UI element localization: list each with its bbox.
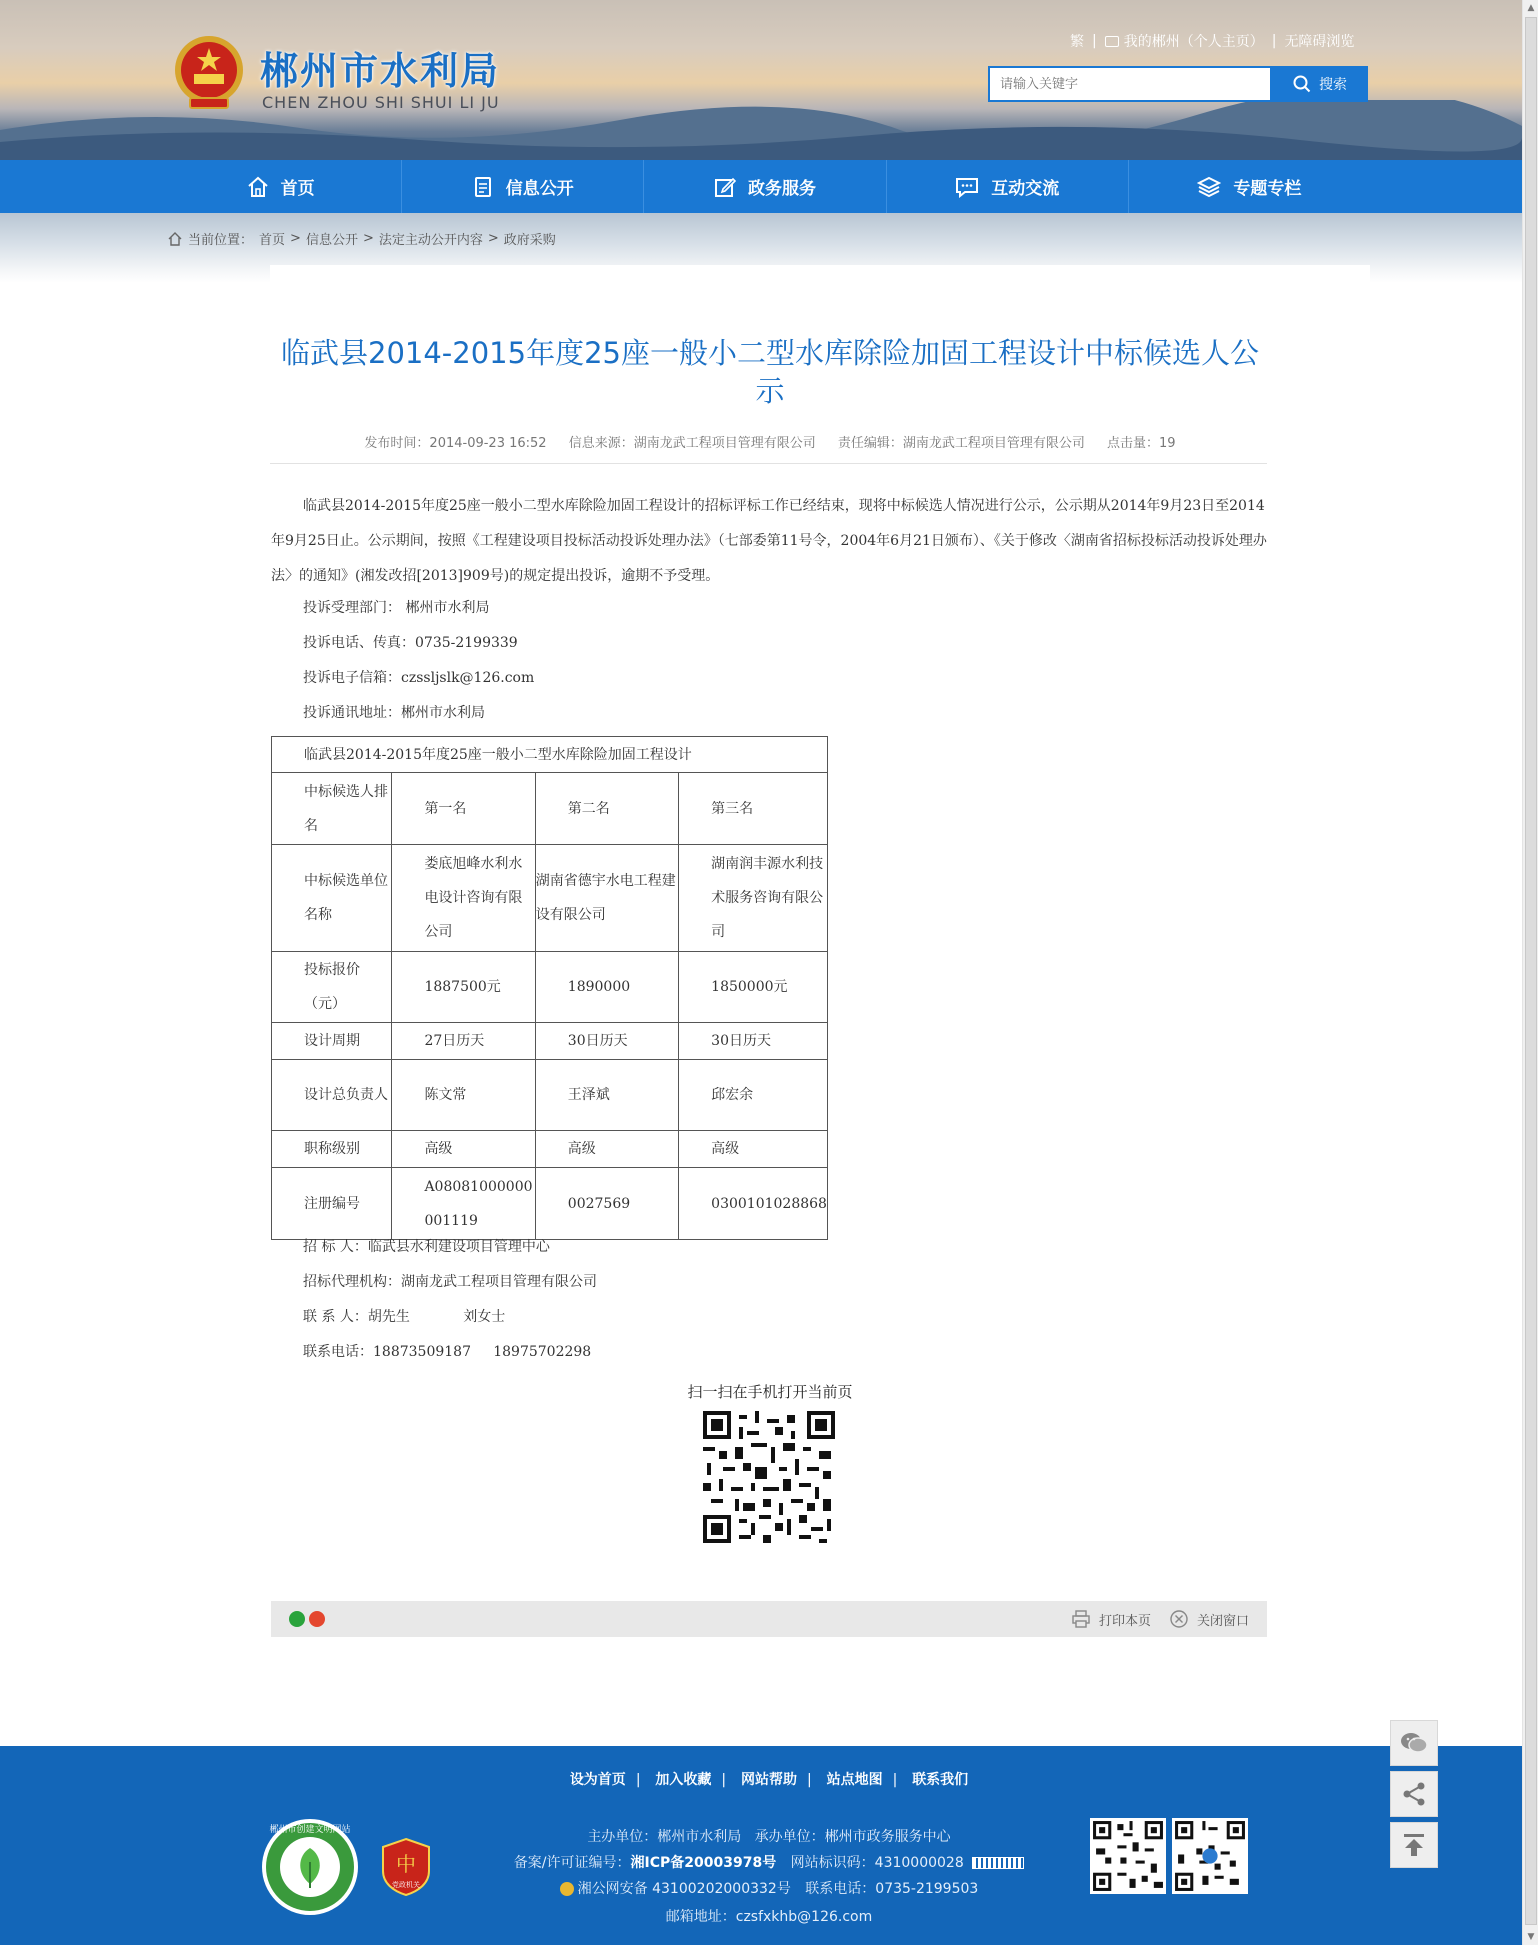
search-input[interactable]	[988, 66, 1272, 102]
nav-label: 政务服务	[748, 179, 816, 199]
footer-link-help[interactable]: 网站帮助	[741, 1772, 797, 1788]
chat-icon	[955, 176, 979, 198]
wechat-icon	[1399, 1730, 1429, 1756]
footer-police-row	[0, 1878, 1538, 1898]
top-links	[1070, 30, 1370, 52]
print-button[interactable]	[1071, 1609, 1151, 1629]
footer-icp-row	[0, 1852, 1538, 1872]
footer-link-add-favorite[interactable]: 加入收藏	[655, 1772, 712, 1788]
side-back-to-top-button[interactable]	[1390, 1822, 1438, 1868]
cn22-badge-icon	[972, 1857, 1024, 1869]
footer-email: 邮箱地址：czsfxkhb@126.com	[665, 1909, 873, 1925]
contact-phone-line: 联系电话：18873509187 18975702298	[303, 1344, 592, 1360]
scroll-thumb[interactable]	[1525, 17, 1537, 1925]
layers-icon	[1197, 176, 1221, 198]
qr-label: 扫一扫在手机打开当前页	[687, 1383, 853, 1401]
footer-sponsor: 主办单位：郴州市水利局 承办单位：郴州市政务服务中心	[587, 1829, 951, 1845]
article-title: 临武县2014-2015年度25座一般小二型水库除险加固工程设计中标候选人公示	[281, 336, 1259, 408]
svg-text:党政机关: 党政机关	[392, 1881, 420, 1889]
meta-divider	[270, 463, 1267, 464]
complaint-dept: 投诉受理部门： 郴州市水利局	[303, 600, 490, 616]
table-cell: 1890000	[535, 952, 678, 1023]
breadcrumb-item-procurement[interactable]: 政府采购	[503, 233, 556, 248]
row-label-design-period: 设计周期	[272, 1023, 392, 1060]
table-cell: 第一名	[392, 773, 535, 845]
weibo-icon[interactable]	[309, 1611, 325, 1627]
breadcrumb-separator: >	[290, 231, 301, 246]
footer-link-contact[interactable]: 联系我们	[912, 1772, 969, 1788]
top-link-separator: |	[1092, 33, 1097, 49]
table-cell: 湖南省德宇水电工程建设有限公司	[535, 845, 678, 952]
row-label-rank: 中标候选人排名	[272, 773, 392, 845]
breadcrumb	[168, 229, 556, 248]
nav-item-special-topics[interactable]	[1129, 160, 1370, 213]
nav-item-home[interactable]	[160, 160, 402, 213]
search-icon	[1293, 75, 1311, 93]
main-nav	[0, 160, 1522, 213]
civilized-website-badge-icon[interactable]	[261, 1818, 359, 1916]
breadcrumb-item-info-disclosure[interactable]: 信息公开	[305, 233, 358, 248]
nav-label: 信息公开	[505, 179, 574, 199]
row-label-title-level: 职称级别	[272, 1131, 392, 1168]
table-cell: 娄底旭峰水利水电设计咨询有限公司	[392, 845, 535, 952]
breadcrumb-prefix: 当前位置：	[188, 233, 254, 248]
breadcrumb-separator: >	[487, 231, 499, 246]
police-badge-icon	[560, 1882, 574, 1896]
footer-links: 设为首页 | 加入收藏 | 网站帮助 | 站点地图 | 联系我们	[569, 1772, 969, 1788]
row-label-bid-price: 投标报价（元）	[272, 952, 392, 1023]
footer-link-sitemap[interactable]: 站点地图	[826, 1772, 883, 1788]
vertical-scrollbar[interactable]	[1522, 0, 1538, 1945]
table-cell: 1850000元	[679, 952, 828, 1023]
responsible-editor: 责任编辑：湖南龙武工程项目管理有限公司	[837, 436, 1085, 451]
nav-label: 互动交流	[991, 179, 1060, 199]
table-cell: 0300101028868	[679, 1168, 828, 1240]
my-chenzhou-link[interactable]: 我的郴州（个人主页）	[1123, 34, 1264, 50]
footer-qr-code-1	[1090, 1818, 1166, 1894]
home-icon	[247, 176, 269, 198]
accessibility-link[interactable]: 无障碍浏览	[1284, 34, 1355, 50]
bar-actions	[1053, 1601, 1249, 1637]
table-cell: 高级	[392, 1131, 535, 1168]
share-icon	[1401, 1781, 1427, 1807]
table-cell: 湖南润丰源水利技术服务咨询有限公司	[679, 845, 828, 952]
monitor-icon	[1105, 36, 1119, 47]
info-source: 信息来源：湖南龙武工程项目管理有限公司	[568, 436, 816, 451]
row-label-reg-number: 注册编号	[272, 1168, 392, 1240]
location-home-icon	[168, 232, 182, 246]
nav-item-gov-services[interactable]	[644, 160, 886, 213]
table-cell: 第三名	[679, 773, 828, 845]
row-label-unit-name: 中标候选单位名称	[272, 845, 392, 952]
top-link-separator: |	[1271, 33, 1277, 49]
scroll-up-arrow-icon[interactable]: ▲	[1527, 3, 1535, 13]
footer-qr-code-2	[1172, 1818, 1248, 1894]
close-label: 关闭窗口	[1196, 1613, 1249, 1629]
table-cell: 0027569	[535, 1168, 678, 1240]
nav-item-info-disclosure[interactable]	[402, 160, 644, 213]
row-label-chief-designer: 设计总负责人	[272, 1060, 392, 1131]
share-bar	[271, 1601, 1267, 1637]
back-to-top-icon	[1401, 1832, 1427, 1858]
search-button[interactable]	[1272, 66, 1368, 102]
nav-label: 首页	[280, 179, 315, 199]
svg-text:郴州市创建文明网站: 郴州市创建文明网站	[269, 1825, 351, 1835]
national-emblem-icon	[172, 32, 246, 114]
nav-label: 专题专栏	[1233, 179, 1302, 199]
site-logo-subtitle: CHEN ZHOU SHI SHUI LI JU	[262, 93, 500, 112]
scroll-down-arrow-icon[interactable]: ▼	[1527, 1932, 1535, 1942]
table-cell: 1887500元	[392, 952, 535, 1023]
side-share-button[interactable]	[1390, 1771, 1438, 1817]
table-caption: 临武县2014-2015年度25座一般小二型水库除险加固工程设计	[272, 737, 828, 773]
table-cell: 30日历天	[679, 1023, 828, 1060]
print-label: 打印本页	[1098, 1613, 1151, 1629]
edit-icon	[714, 176, 736, 198]
traditional-chinese-link[interactable]: 繁	[1070, 34, 1084, 50]
icp-prefix: 备案/许可证编号：	[513, 1855, 631, 1871]
complaint-email: 投诉电子信箱：czssljslk@126.com	[303, 670, 535, 686]
nav-item-interaction[interactable]	[887, 160, 1129, 213]
complaint-address: 投诉通讯地址：郴州市水利局	[303, 705, 485, 721]
contact-line: 联 系 人：胡先生 刘女士	[303, 1309, 506, 1325]
table-cell: 第二名	[535, 773, 678, 845]
share-icons	[289, 1611, 329, 1627]
table-cell: A08081000000001119	[392, 1168, 535, 1240]
wechat-icon[interactable]	[289, 1611, 305, 1627]
agency-line: 招标代理机构：湖南龙武工程项目管理有限公司	[303, 1274, 597, 1290]
table-cell: 陈文常	[392, 1060, 535, 1131]
side-wechat-button[interactable]	[1390, 1720, 1438, 1766]
hit-count: 点击量：19	[1107, 436, 1176, 451]
tenderer-line: 招 标 人：临武县水利建设项目管理中心	[303, 1239, 550, 1255]
article-meta	[270, 432, 1270, 451]
table-cell: 30日历天	[535, 1023, 678, 1060]
bid-candidates-table	[271, 736, 828, 1240]
party-gov-badge-icon[interactable]	[379, 1837, 433, 1897]
close-icon	[1169, 1609, 1189, 1629]
close-window-button[interactable]	[1169, 1609, 1249, 1629]
document-icon	[472, 176, 494, 198]
breadcrumb-item-statutory-content[interactable]: 法定主动公开内容	[378, 233, 483, 248]
site-logo-title[interactable]: 郴州市水利局	[260, 49, 501, 93]
table-cell: 高级	[535, 1131, 678, 1168]
police-record-link[interactable]: 湘公网安备 43100202000332号	[577, 1881, 791, 1897]
intro-paragraph: 临武县2014-2015年度25座一般小二型水库除险加固工程设计的招标评标工作已经结束，现将中标候选人情况进行公示，公示期从2014年9月23日至2014年9月25日止。公示期间，按照《工程建设项目投标活动投诉处理办法》（七部委第11号令，2004年6月21日颁布）、《关于修改〈湖南省招标投标活动投诉处理办法〉的通知》(湘发改招[2013]909号)的规定提出投诉，逾期不予受理。	[271, 498, 1267, 584]
table-cell: 高级	[679, 1131, 828, 1168]
site-footer	[0, 1746, 1522, 1945]
site-id: 网站标识码：4310000028	[790, 1855, 964, 1871]
page-qr-code	[703, 1411, 835, 1543]
svg-text:中: 中	[396, 1852, 416, 1876]
search-button-label: 搜索	[1319, 77, 1347, 93]
footer-phone: 联系电话：0735-2199503	[805, 1881, 979, 1897]
icp-link[interactable]: 湘ICP备20003978号	[630, 1855, 777, 1871]
table-cell: 王泽斌	[535, 1060, 678, 1131]
table-cell: 邱宏余	[679, 1060, 828, 1131]
printer-icon	[1071, 1609, 1091, 1629]
publish-time: 发布时间：2014-09-23 16:52	[364, 436, 547, 451]
breadcrumb-item-home[interactable]: 首页	[259, 233, 286, 248]
breadcrumb-separator: >	[362, 231, 374, 246]
complaint-phone: 投诉电话、传真：0735-2199339	[303, 635, 518, 651]
footer-link-set-homepage[interactable]: 设为首页	[569, 1772, 626, 1788]
table-cell: 27日历天	[392, 1023, 535, 1060]
